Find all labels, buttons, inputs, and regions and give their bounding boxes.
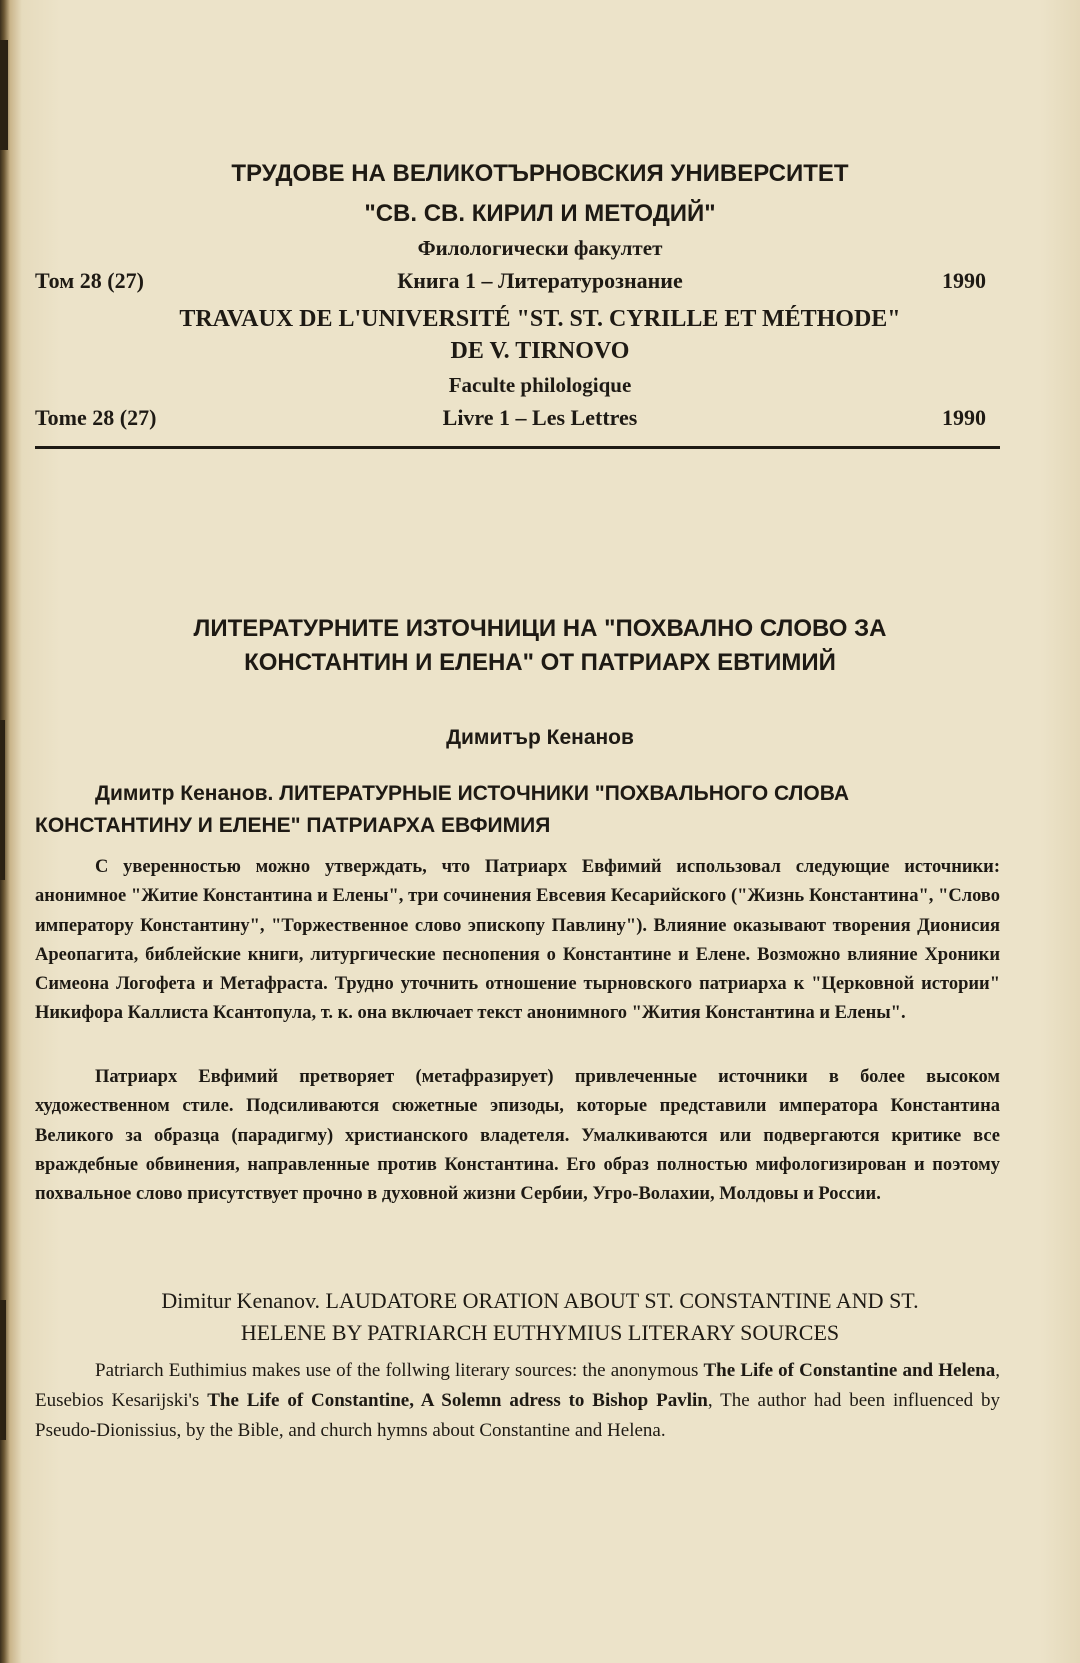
russian-summary-paragraph-2: Патриарх Евфимий претворяет (метафразирует) привлеченные источники в более высоком художественном стиле. Подсиливаются сюжетные эпизоды, которые представили императора Константина Великого за образца (парадигму) христианского владетеля. Умалкиваются или подвергаются критике все враждебные обвинения, направленные против Константина. Его образ полностью мифологизирован и поэтому похвальное слово присутствует прочно в духовной жизни Сербии, Угро-Волахии, Молдовы и России. — [35, 1067, 1000, 1205]
english-summary-text: , Eusebios Kesarijski's — [35, 1360, 1000, 1411]
russian-summary-paragraph-1: С уверенностью можно утверждать, что Патриарх Евфимий использовал следующие источники: анонимное "Житие Константина и Елены", три сочинения Евсевия Кесарийского ("Жизнь Константина", "Слово императору Константину", "Торжественное слово эпископу Павлину"). Влияние оказывают творения Дионисия Ареопагита, библейские книги, литургические песнопения о Константине и Елене. Возможно влияние Хроники Симеона Логофета и Метафраста. Трудно уточнить отношение тырновского патриарха к "Церковной истории" Никифора Каллиста Ксантопула, т. к. она включает текст анонимного "Жития Константина и Елены". — [35, 857, 1000, 1024]
spine-shadow — [0, 40, 8, 150]
header-divider — [35, 446, 1000, 449]
volume-bg: Том 28 (27) — [35, 268, 144, 293]
book-fr: Livre 1 – Les Lettres — [442, 405, 638, 430]
english-summary-text: Patriarch Euthimius makes use of the follwing literary sources: the anonymous — [95, 1360, 704, 1381]
book-bg: Книга 1 – Литературознание — [397, 268, 683, 293]
article-author: Димитър Кенанов — [446, 726, 634, 749]
russian-summary-heading: Димитр Кенанов. ЛИТЕРАТУРНЫЕ ИСТОЧНИКИ "ПОХВАЛЬНОГО СЛОВА КОНСТАНТИНУ И ЕЛЕНЕ" ПАТРИАРХА ЕВФИМИЯ — [35, 782, 850, 837]
english-summary-paragraph — [35, 1356, 1000, 1446]
article-title-line1: ЛИТЕРАТУРНИТЕ ИЗТОЧНИЦИ НА "ПОХВАЛНО СЛОВО ЗА — [193, 615, 887, 642]
faculty-fr: Faculte philologique — [448, 373, 632, 397]
english-summary-heading-line2: HELENE BY PATRIARCH EUTHYMIUS LITERARY SOURCES — [240, 1320, 840, 1345]
journal-title-fr-line2: DE V. TIRNOVO — [450, 338, 630, 364]
english-summary-text: , The author had been influenced by Pseudo-Dionissius, by the Bible, and church hymns about Constantine and Helena. — [35, 1390, 1001, 1441]
faculty-bg: Филологически факултет — [417, 236, 663, 260]
article-title-line2: КОНСТАНТИН И ЕЛЕНА" ОТ ПАТРИАРХ ЕВТИМИЙ — [244, 649, 836, 676]
english-summary-heading — [0, 1285, 1080, 1349]
article-title — [0, 612, 1080, 680]
english-summary-heading-line1: Dimitur Kenanov. LAUDATORE ORATION ABOUT ST. CONSTANTINE AND ST. — [161, 1288, 919, 1313]
volume-fr: Tome 28 (27) — [35, 405, 157, 430]
english-summary-title-2: The Life of Constantine, A Solemn adress to Bishop Pavlin — [207, 1390, 708, 1411]
journal-title-bg-line2: "СВ. СВ. КИРИЛ И МЕТОДИЙ" — [364, 200, 716, 227]
journal-title-bg-line1: ТРУДОВЕ НА ВЕЛИКОТЪРНОВСКИЯ УНИВЕРСИТЕТ — [231, 160, 849, 187]
journal-title-fr-line1: TRAVAUX DE L'UNIVERSITÉ "ST. ST. CYRILLE ET MÉTHODE" — [179, 306, 901, 332]
year-fr: 1990 — [942, 405, 986, 430]
english-summary-title-1: The Life of Constantine and Helena — [703, 1360, 996, 1381]
year-bg: 1990 — [942, 268, 986, 293]
